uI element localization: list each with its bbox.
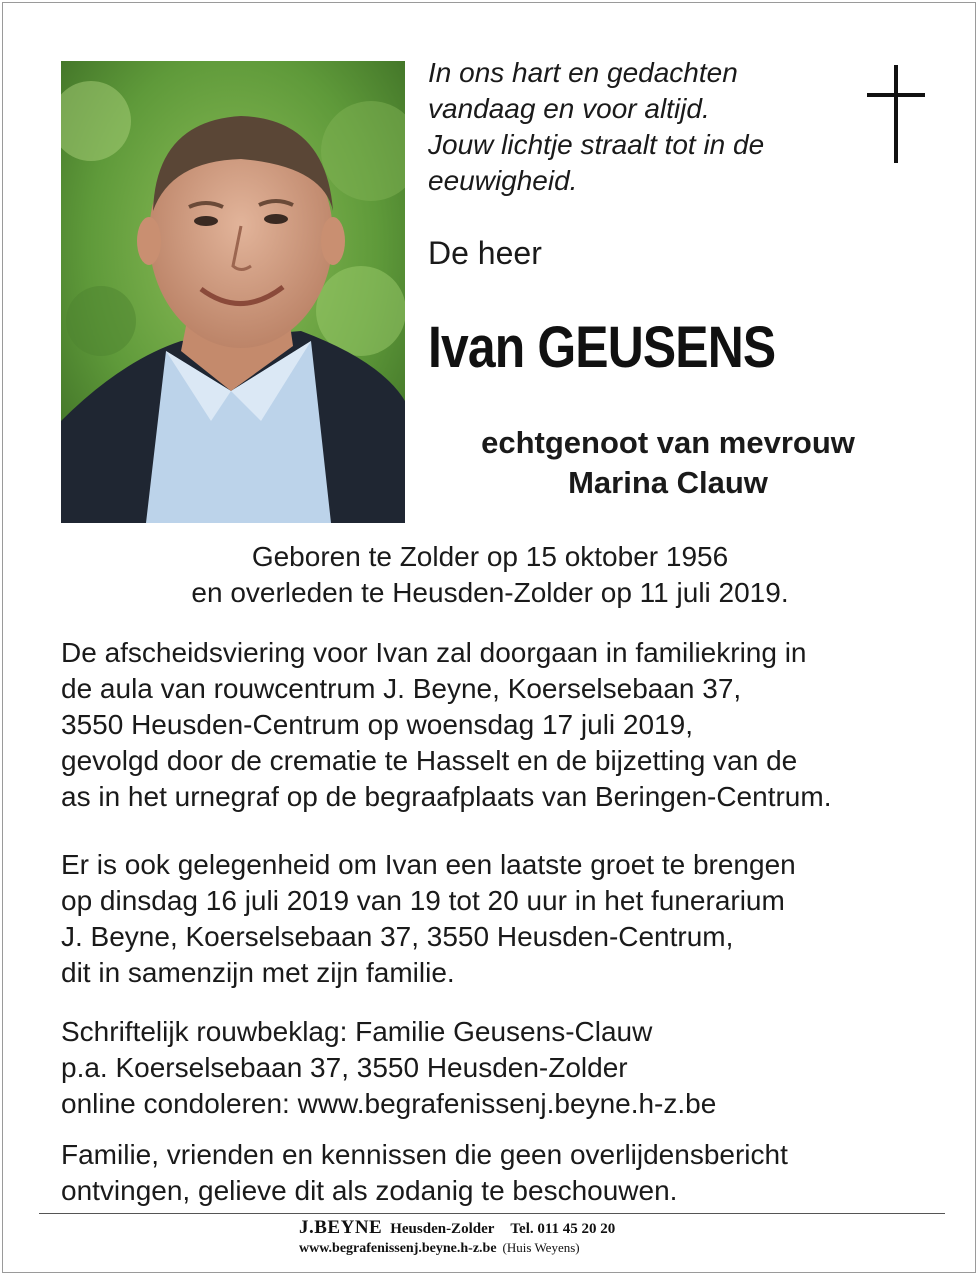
portrait-illustration bbox=[61, 61, 405, 523]
relation-line: echtgenoot van mevrouw bbox=[481, 425, 855, 460]
birth-line: Geboren te Zolder op 15 oktober 1956 bbox=[251, 541, 729, 572]
ceremony-paragraph bbox=[61, 635, 941, 815]
footer-row bbox=[299, 1239, 719, 1258]
paragraph-line: gevolgd door de crematie te Hasselt en de bijzetting van de bbox=[61, 745, 798, 776]
spouse-name: Marina Clauw bbox=[568, 465, 768, 500]
paragraph-line: dit in samenzijn met zijn familie. bbox=[61, 957, 455, 988]
poem-line: Jouw lichtje straalt tot in de bbox=[428, 129, 765, 160]
paragraph-line: Er is ook gelegenheid om Ivan een laatste groet te brengen bbox=[61, 849, 796, 880]
poem-line: In ons hart en gedachten bbox=[428, 57, 738, 88]
relation bbox=[423, 423, 913, 503]
funeral-home-phone: Tel. 011 45 20 20 bbox=[510, 1221, 616, 1237]
poem-line: vandaag en voor altijd. bbox=[428, 93, 710, 124]
condolence-paragraph bbox=[61, 1014, 941, 1122]
birth-death-dates bbox=[3, 539, 977, 611]
obituary-card bbox=[2, 2, 976, 1273]
salutation: De heer bbox=[428, 235, 542, 271]
notice-paragraph bbox=[61, 1137, 941, 1209]
paragraph-line: 3550 Heusden-Centrum op woensdag 17 juli 2019, bbox=[61, 709, 693, 740]
poem-line: eeuwigheid. bbox=[428, 165, 578, 196]
death-line: en overleden te Heusden-Zolder op 11 juli 2019. bbox=[191, 577, 789, 608]
cross-icon bbox=[867, 65, 925, 163]
funeral-home-house: (Huis Weyens) bbox=[502, 1240, 580, 1255]
funeral-home-footer bbox=[299, 1218, 719, 1258]
paragraph-line: J. Beyne, Koerselsebaan 37, 3550 Heusden-Centrum, bbox=[61, 921, 734, 952]
paragraph-line: op dinsdag 16 juli 2019 van 19 tot 20 uur in het funerarium bbox=[61, 885, 785, 916]
footer-divider bbox=[39, 1213, 945, 1214]
visitation-paragraph bbox=[61, 847, 941, 991]
funeral-home-brand: J.BEYNE bbox=[299, 1217, 383, 1238]
portrait-photo bbox=[61, 61, 405, 523]
footer-row bbox=[299, 1218, 719, 1239]
funeral-home-location: Heusden-Zolder bbox=[390, 1221, 495, 1237]
paragraph-line: ontvingen, gelieve dit als zodanig te beschouwen. bbox=[61, 1175, 678, 1206]
paragraph-line: as in het urnegraf op de begraafplaats van Beringen-Centrum. bbox=[61, 781, 832, 812]
condolence-website: online condoleren: www.begrafenissenj.beyne.h-z.be bbox=[61, 1088, 717, 1119]
paragraph-line: De afscheidsviering voor Ivan zal doorgaan in familiekring in bbox=[61, 637, 807, 668]
paragraph-line: Schriftelijk rouwbeklag: Familie Geusens-Clauw bbox=[61, 1016, 653, 1047]
paragraph-line: Familie, vrienden en kennissen die geen overlijdensbericht bbox=[61, 1139, 788, 1170]
funeral-home-website: www.begrafenissenj.beyne.h-z.be bbox=[299, 1241, 497, 1256]
deceased-name: Ivan GEUSENS bbox=[428, 315, 776, 380]
poem bbox=[428, 55, 848, 199]
paragraph-line: de aula van rouwcentrum J. Beyne, Koerselsebaan 37, bbox=[61, 673, 742, 704]
paragraph-line: p.a. Koerselsebaan 37, 3550 Heusden-Zolder bbox=[61, 1052, 628, 1083]
